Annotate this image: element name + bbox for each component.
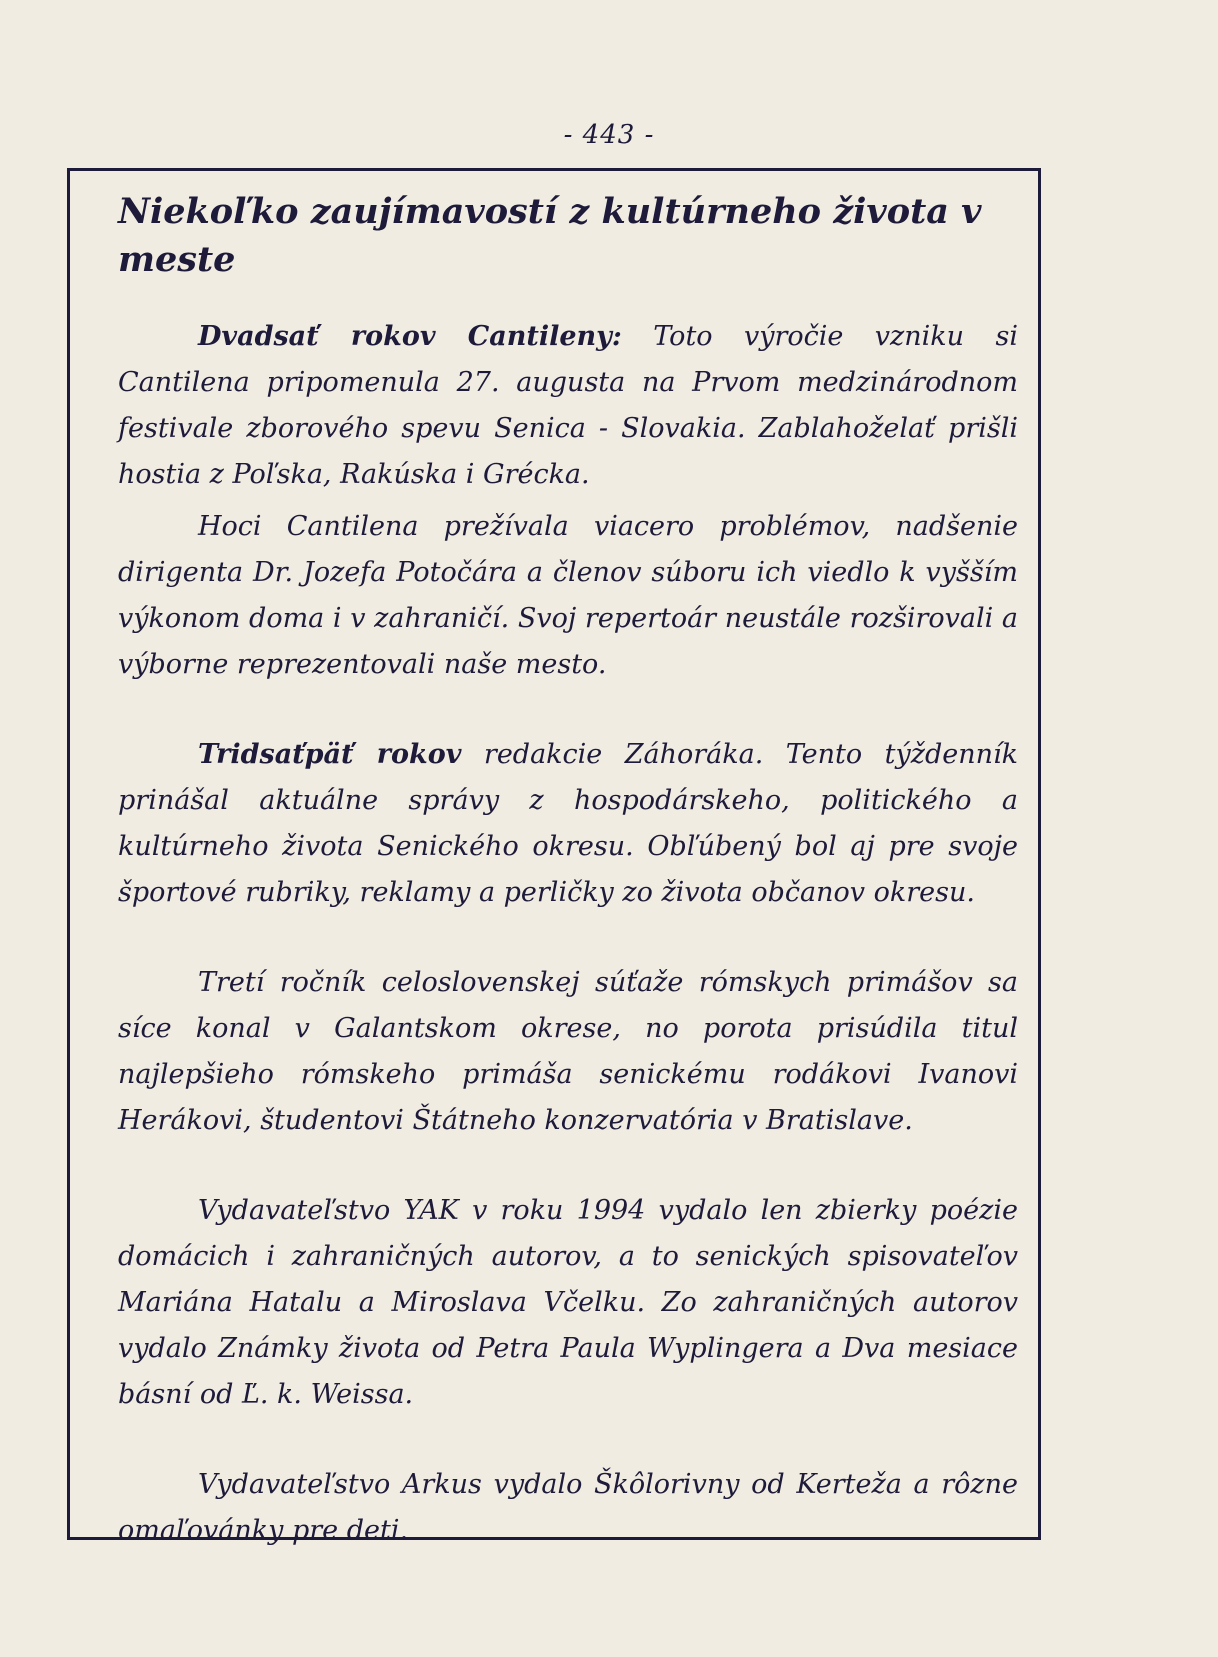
section-heading: Tridsaťpäť rokov <box>198 739 462 770</box>
paragraph-text: Tretí ročník celoslovenskej súťaže rómskych primášov sa síce konal v Galantskom okrese, no porota prisúdila titul najlepšieho rómskeho primáša senickému rodákovi Ivanovi Herákovi, študentovi Štátneho konzervatória v Bratislave. <box>118 967 1018 1136</box>
paragraph-yak <box>118 1188 1018 1418</box>
paragraph-cantilena <box>118 314 1018 498</box>
paragraph-text: redakcie Záhoráka. Tento týždenník prinášal aktuálne správy z hospodárskeho, politického a kultúrneho života Senického okresu. Obľúbený bol aj pre svoje športové rubriky, reklamy a perličky zo života občanov okresu. <box>118 739 1018 908</box>
paragraph-primas <box>118 960 1018 1144</box>
document-body <box>118 188 1018 1554</box>
paragraph-text: Vydavateľstvo YAK v roku 1994 vydalo len zbierky poézie domácich i zahraničných autorov, a to senických spisovateľov Mariána Hatalu a Miroslava Včelku. Zo zahraničných autorov vydalo Známky života od Petra Paula Wyplingera a Dva mesiace básní od Ľ. k. Weissa. <box>118 1195 1018 1410</box>
paragraph-arkus <box>118 1462 1018 1554</box>
page-number: - 443 - <box>563 120 655 150</box>
paragraph-cantilena-2 <box>118 504 1018 688</box>
paragraph-zahorak <box>118 732 1018 916</box>
paragraph-text: Vydavateľstvo Arkus vydalo Škôlorivny od Kerteža a rôzne omaľovánky pre deti. <box>118 1469 1018 1546</box>
section-heading: Dvadsať rokov Cantileny: <box>198 321 622 352</box>
paragraph-text: Hoci Cantilena prežívala viacero problémov, nadšenie dirigenta Dr. Jozefa Potočára a členov súboru ich viedlo k vyšším výkonom doma i v zahraničí. Svoj repertoár neustále rozširovali a výborne reprezentovali naše mesto. <box>118 511 1018 680</box>
paragraph-text: Toto výročie vzniku si Cantilena pripomenula 27. augusta na Prvom medzinárodnom festivale zborového spevu Senica - Slovakia. Zablahoželať prišli hostia z Poľska, Rakúska i Grécka. <box>118 321 1018 490</box>
document-title: Niekoľko zaujímavostí z kultúrneho života v meste <box>118 191 982 280</box>
